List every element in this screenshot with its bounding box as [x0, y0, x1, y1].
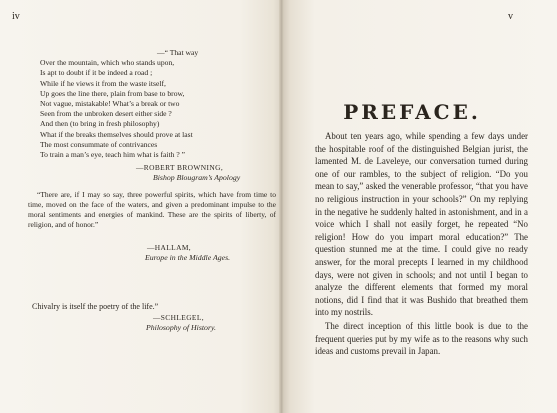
preface-body [315, 130, 528, 358]
poem-line: To train a man’s eye, teach him what is faith ? ” [40, 150, 185, 160]
epigraph-quote: “There are, if I may so say, three powerful spirits, which have from time to time, moved on the face of the waters, and given a predominant impulse to the moral sentiments and energies of mankind. These are the spirits of liberty, of religion, and of honor.” [28, 190, 276, 230]
quote-attribution-author: —HALLAM, [147, 243, 192, 252]
poem-line: —“ That way [157, 48, 199, 57]
preface-paragraph: The direct inception of this little book is due to the frequent queries put by my wife as to the reasons why such ideas and customs prevail in Japan. [315, 320, 528, 357]
page-number-left: iv [12, 11, 20, 22]
poem-attribution-work: Bishop Blougram’s Apology [153, 173, 241, 182]
page-number-right: v [508, 11, 513, 22]
preface-title: PREFACE. [343, 100, 481, 124]
poem-line: Seen from the unbroken desert either side ? [40, 109, 172, 119]
quote-attribution-work: Europe in the Middle Ages. [145, 253, 231, 262]
poem-line: While if he views it from the waste itself, [40, 78, 166, 88]
poem-line: Over the mountain, which who stands upon, [40, 58, 175, 68]
poem-line: Not vague, mistakable! What’s a break or two [40, 99, 180, 109]
poem-attribution-author: —ROBERT BROWNING, [136, 163, 224, 172]
chivalry-attribution-author: —SCHLEGEL, [153, 313, 205, 322]
poem-line: Up goes the line there, plain from base to brow, [40, 88, 185, 98]
epigraph-chivalry: Chivalry is itself the poetry of the life.” [32, 302, 159, 311]
chivalry-attribution-work: Philosophy of History. [146, 323, 216, 332]
epigraph-poem [40, 48, 275, 160]
preface-paragraph: About ten years ago, while spending a few days under the hospitable roof of the distinguished Belgian jurist, the lamented M. de Laveleye, our conversation turned during one of our rambles, to the subject of religion. “Do you mean to say,” asked the venerable professor, “that you have no religious instruction in your schools?” On my replying in the negative he suddenly halted in astonishment, and in a voice which I shall not easily forget, he repeated “No religion! How do you impart moral education?” The question stunned me at the time. I could give no ready answer, for the moral precepts I learned in my childhood days, were not given in schools; and not until I began to analyze the different elements that formed my moral notions, did I find that it was Bushido that breathed them into my nostrils. [315, 131, 528, 318]
poem-line: And then (to bring in fresh philosophy) [40, 119, 160, 129]
poem-line: The most consummate of contrivances [40, 139, 158, 149]
poem-line: Is apt to doubt if it be indeed a road ; [40, 68, 153, 78]
book-gutter [279, 0, 284, 413]
poem-line: What if the breaks themselves should prove at last [40, 129, 193, 139]
